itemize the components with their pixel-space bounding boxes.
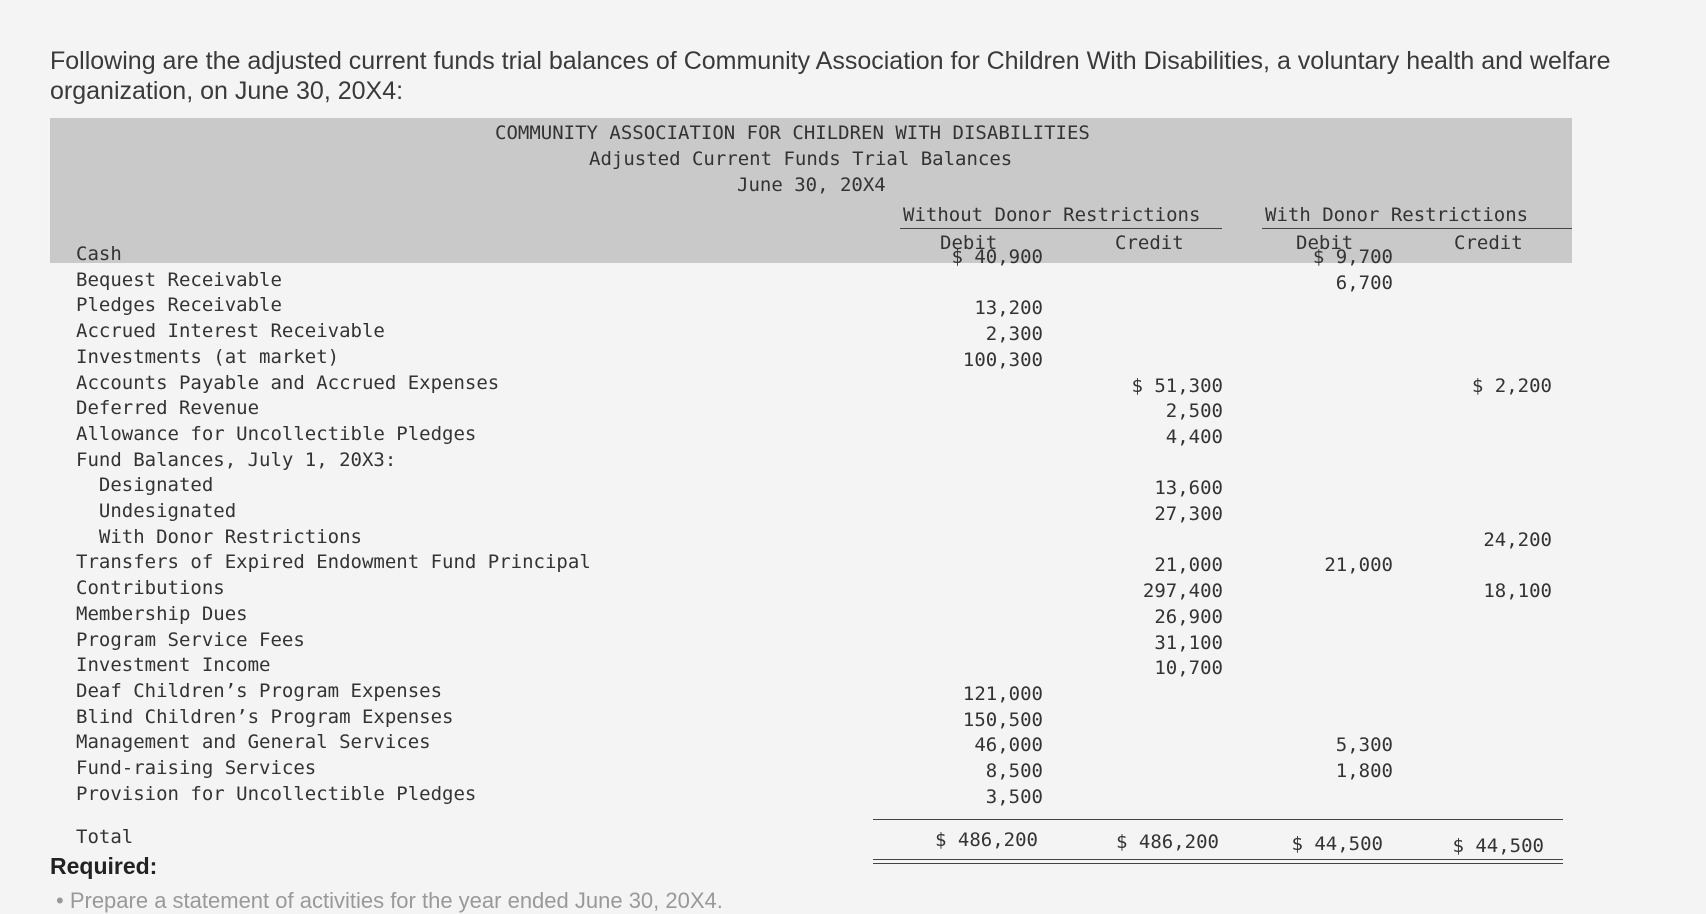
row-label: Designated <box>76 474 214 496</box>
total-with-debit: $ 44,500 <box>1291 833 1383 855</box>
row-label: Provision for Uncollectible Pledges <box>76 783 477 805</box>
report-date: June 30, 20X4 <box>737 174 886 196</box>
group-header-without-donor: Without Donor Restrictions <box>903 204 1201 226</box>
cell-wd-credit: 26,900 <box>1154 606 1223 628</box>
required-heading: Required: <box>50 853 158 879</box>
cell-d-debit: 5,300 <box>1335 734 1393 756</box>
cell-wd-credit: 31,100 <box>1154 632 1223 654</box>
row-label: Blind Children’s Program Expenses <box>76 706 454 728</box>
row-label: Accrued Interest Receivable <box>76 320 385 342</box>
row-label: Fund Balances, July 1, 20X3: <box>76 449 397 471</box>
row-label: Undesignated <box>76 500 237 522</box>
row-label: Accounts Payable and Accrued Expenses <box>76 372 500 394</box>
cell-d-debit: 21,000 <box>1324 554 1393 576</box>
cell-wd-debit: 46,000 <box>974 734 1043 756</box>
cell-wd-credit: 21,000 <box>1154 554 1223 576</box>
total-with-credit: $ 44,500 <box>1452 835 1544 857</box>
row-label: Allowance for Uncollectible Pledges <box>76 423 477 445</box>
col-header-without-debit: Debit <box>940 232 998 254</box>
double-rule-top <box>873 859 1563 860</box>
cell-d-debit: $ 9,700 <box>1312 246 1393 268</box>
cell-wd-credit: 13,600 <box>1154 477 1223 499</box>
row-label: Fund-raising Services <box>76 757 317 779</box>
intro-paragraph: Following are the adjusted current funds trial balances of Community Association for Children With Disabilities, a voluntary health and welfare organization, on June 30, 20X4: <box>50 47 1611 105</box>
cell-wd-credit: 2,500 <box>1165 400 1223 422</box>
cell-wd-credit: $ 51,300 <box>1131 375 1223 397</box>
row-label: With Donor Restrictions <box>76 526 362 548</box>
row-label: Transfers of Expired Endowment Fund Principal <box>76 551 591 573</box>
total-without-credit: $ 486,200 <box>1116 831 1219 853</box>
double-rule-bottom <box>873 863 1563 864</box>
row-label: Investment Income <box>76 654 271 676</box>
required-item-cutoff: • Prepare a statement of activities for the year ended June 30, 20X4. <box>56 888 723 913</box>
cell-wd-credit: 4,400 <box>1165 426 1223 448</box>
cell-wd-credit: 297,400 <box>1142 580 1223 602</box>
total-without-debit: $ 486,200 <box>935 829 1038 851</box>
cell-wd-credit: 27,300 <box>1154 503 1223 525</box>
cell-wd-debit: 13,200 <box>974 297 1043 319</box>
cell-d-debit: 1,800 <box>1335 760 1393 782</box>
cell-wd-debit: 3,500 <box>985 786 1043 808</box>
row-label: Contributions <box>76 577 225 599</box>
cell-d-debit: 6,700 <box>1335 272 1393 294</box>
cell-d-credit: $ 2,200 <box>1471 375 1552 397</box>
totals-rule <box>873 819 1563 820</box>
group-header-with-donor: With Donor Restrictions <box>1265 204 1529 226</box>
row-label: Bequest Receivable <box>76 269 282 291</box>
row-label: Deferred Revenue <box>76 397 260 419</box>
row-label: Investments (at market) <box>76 346 340 368</box>
cell-d-credit: 18,100 <box>1483 580 1552 602</box>
cell-wd-debit: 121,000 <box>962 683 1043 705</box>
report-subtitle: Adjusted Current Funds Trial Balances <box>589 148 1013 170</box>
cell-wd-debit: 2,300 <box>985 323 1043 345</box>
row-label: Pledges Receivable <box>76 294 282 316</box>
col-header-with-credit: Credit <box>1454 232 1523 254</box>
col-header-with-debit: Debit <box>1296 232 1354 254</box>
cell-wd-debit: 8,500 <box>985 760 1043 782</box>
group-underline-with <box>1262 228 1572 229</box>
row-label: Deaf Children’s Program Expenses <box>76 680 443 702</box>
row-label: Membership Dues <box>76 603 248 625</box>
cell-wd-debit: $ 40,900 <box>951 246 1043 268</box>
cell-wd-debit: 150,500 <box>962 709 1043 731</box>
cell-wd-debit: 100,300 <box>962 349 1043 371</box>
col-header-without-credit: Credit <box>1115 232 1184 254</box>
row-label: Cash <box>76 243 122 265</box>
cell-wd-credit: 10,700 <box>1154 657 1223 679</box>
report-title: COMMUNITY ASSOCIATION FOR CHILDREN WITH DISABILITIES <box>495 122 1090 144</box>
group-underline-without <box>900 228 1222 229</box>
row-label: Management and General Services <box>76 731 431 753</box>
total-label: Total <box>76 826 134 848</box>
row-label: Program Service Fees <box>76 629 305 651</box>
cell-d-credit: 24,200 <box>1483 529 1552 551</box>
